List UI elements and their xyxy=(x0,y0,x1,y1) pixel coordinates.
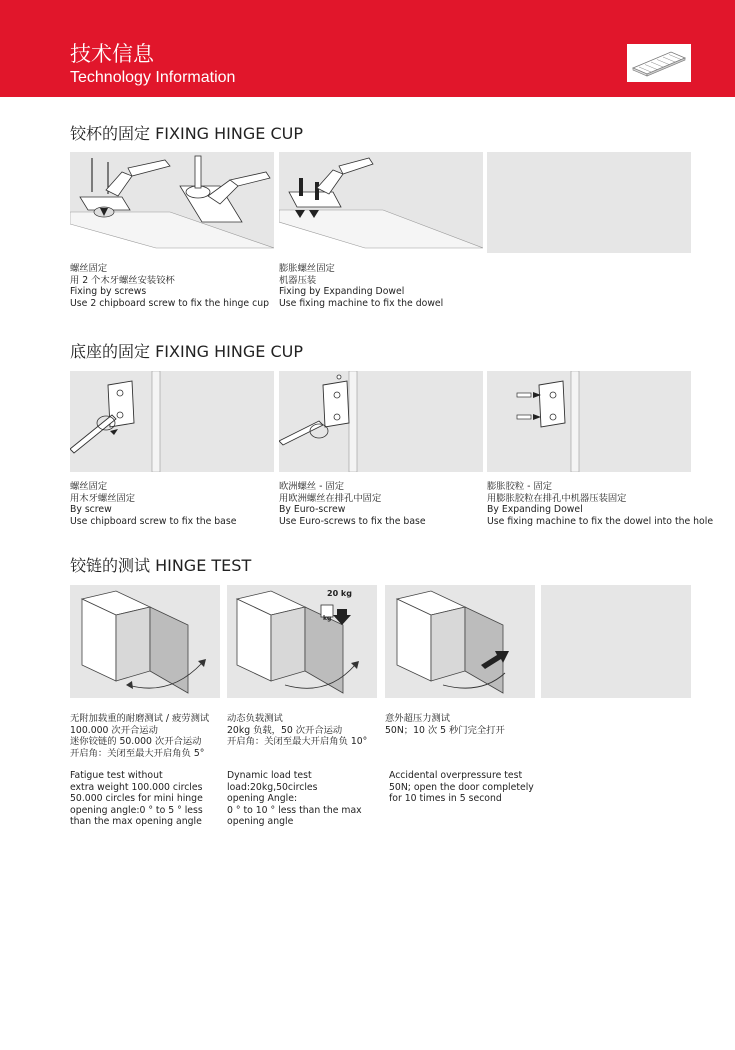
section-title-hinge-cup: 铰杯的固定 FIXING HINGE CUP xyxy=(70,124,303,143)
caption-fatigue-en: Fatigue test without extra weight 100.000 circles 50.000 circles for mini hinge opening angle:0 ° to 5 ° less than the max opening angle xyxy=(70,770,203,828)
illustration-screw-base xyxy=(70,371,274,472)
section-title-base: 底座的固定 FIXING HINGE CUP xyxy=(70,342,303,361)
illustration-euro-screw-base xyxy=(279,371,483,472)
illustration-overpressure-test xyxy=(385,585,535,698)
header-bar xyxy=(0,0,735,97)
illustration-fatigue-test xyxy=(70,585,220,698)
caption-dowel-base: 膨胀胶粒 - 固定 用膨胀胶粒在排孔中机器压装固定 By Expanding Dowel Use fixing machine to fix the dowel into the hole xyxy=(487,481,714,527)
illustration-load-test xyxy=(227,585,377,698)
kg-icon-label: kg xyxy=(323,615,332,622)
weight-label: 20 kg xyxy=(327,589,352,598)
empty-panel-1 xyxy=(487,152,691,253)
caption-overpressure-en: Accidental overpressure test 50N; open the door completely for 10 times in 5 second xyxy=(389,770,534,805)
empty-panel-2 xyxy=(541,585,691,698)
caption-load-cn: 动态负载测试 20kg 负载，50 次开合运动 开启角：关闭至最大开启角负 10° xyxy=(227,713,368,748)
caption-load-en: Dynamic load test load:20kg,50circles opening Angle: 0 ° to 10 ° less than the max opening angle xyxy=(227,770,362,828)
caption-euro-screw-base: 欧洲螺丝 - 固定 用欧洲螺丝在排孔中固定 By Euro-screw Use Euro-screws to fix the base xyxy=(279,481,426,527)
illustration-dowel-base xyxy=(487,371,691,472)
illustration-dowel-cup xyxy=(279,152,483,253)
caption-overpressure-cn: 意外超压力测试 50N；10 次 5 秒门完全打开 xyxy=(385,713,505,736)
page-title-en: Technology Information xyxy=(70,69,236,86)
caption-fatigue-cn: 无附加载重的耐磨测试 / 疲劳测试 100.000 次开合运动 迷你铰链的 50.000 次开合运动 开启角：关闭至最大开启角负 5° xyxy=(70,713,210,759)
hinge-plate-icon xyxy=(627,44,691,82)
section-title-hinge-test: 铰链的测试 HINGE TEST xyxy=(70,556,252,575)
illustration-screw-cup xyxy=(70,152,274,253)
page-title-cn: 技术信息 xyxy=(70,42,154,66)
caption-screw-base: 螺丝固定 用木牙螺丝固定 By screw Use chipboard screw to fix the base xyxy=(70,481,237,527)
caption-screw-cup: 螺丝固定 用 2 个木牙螺丝安装铰杯 Fixing by screws Use 2 chipboard screw to fix the hinge cup xyxy=(70,263,269,309)
caption-dowel-cup: 膨胀螺丝固定 机器压装 Fixing by Expanding Dowel Use fixing machine to fix the dowel xyxy=(279,263,444,309)
